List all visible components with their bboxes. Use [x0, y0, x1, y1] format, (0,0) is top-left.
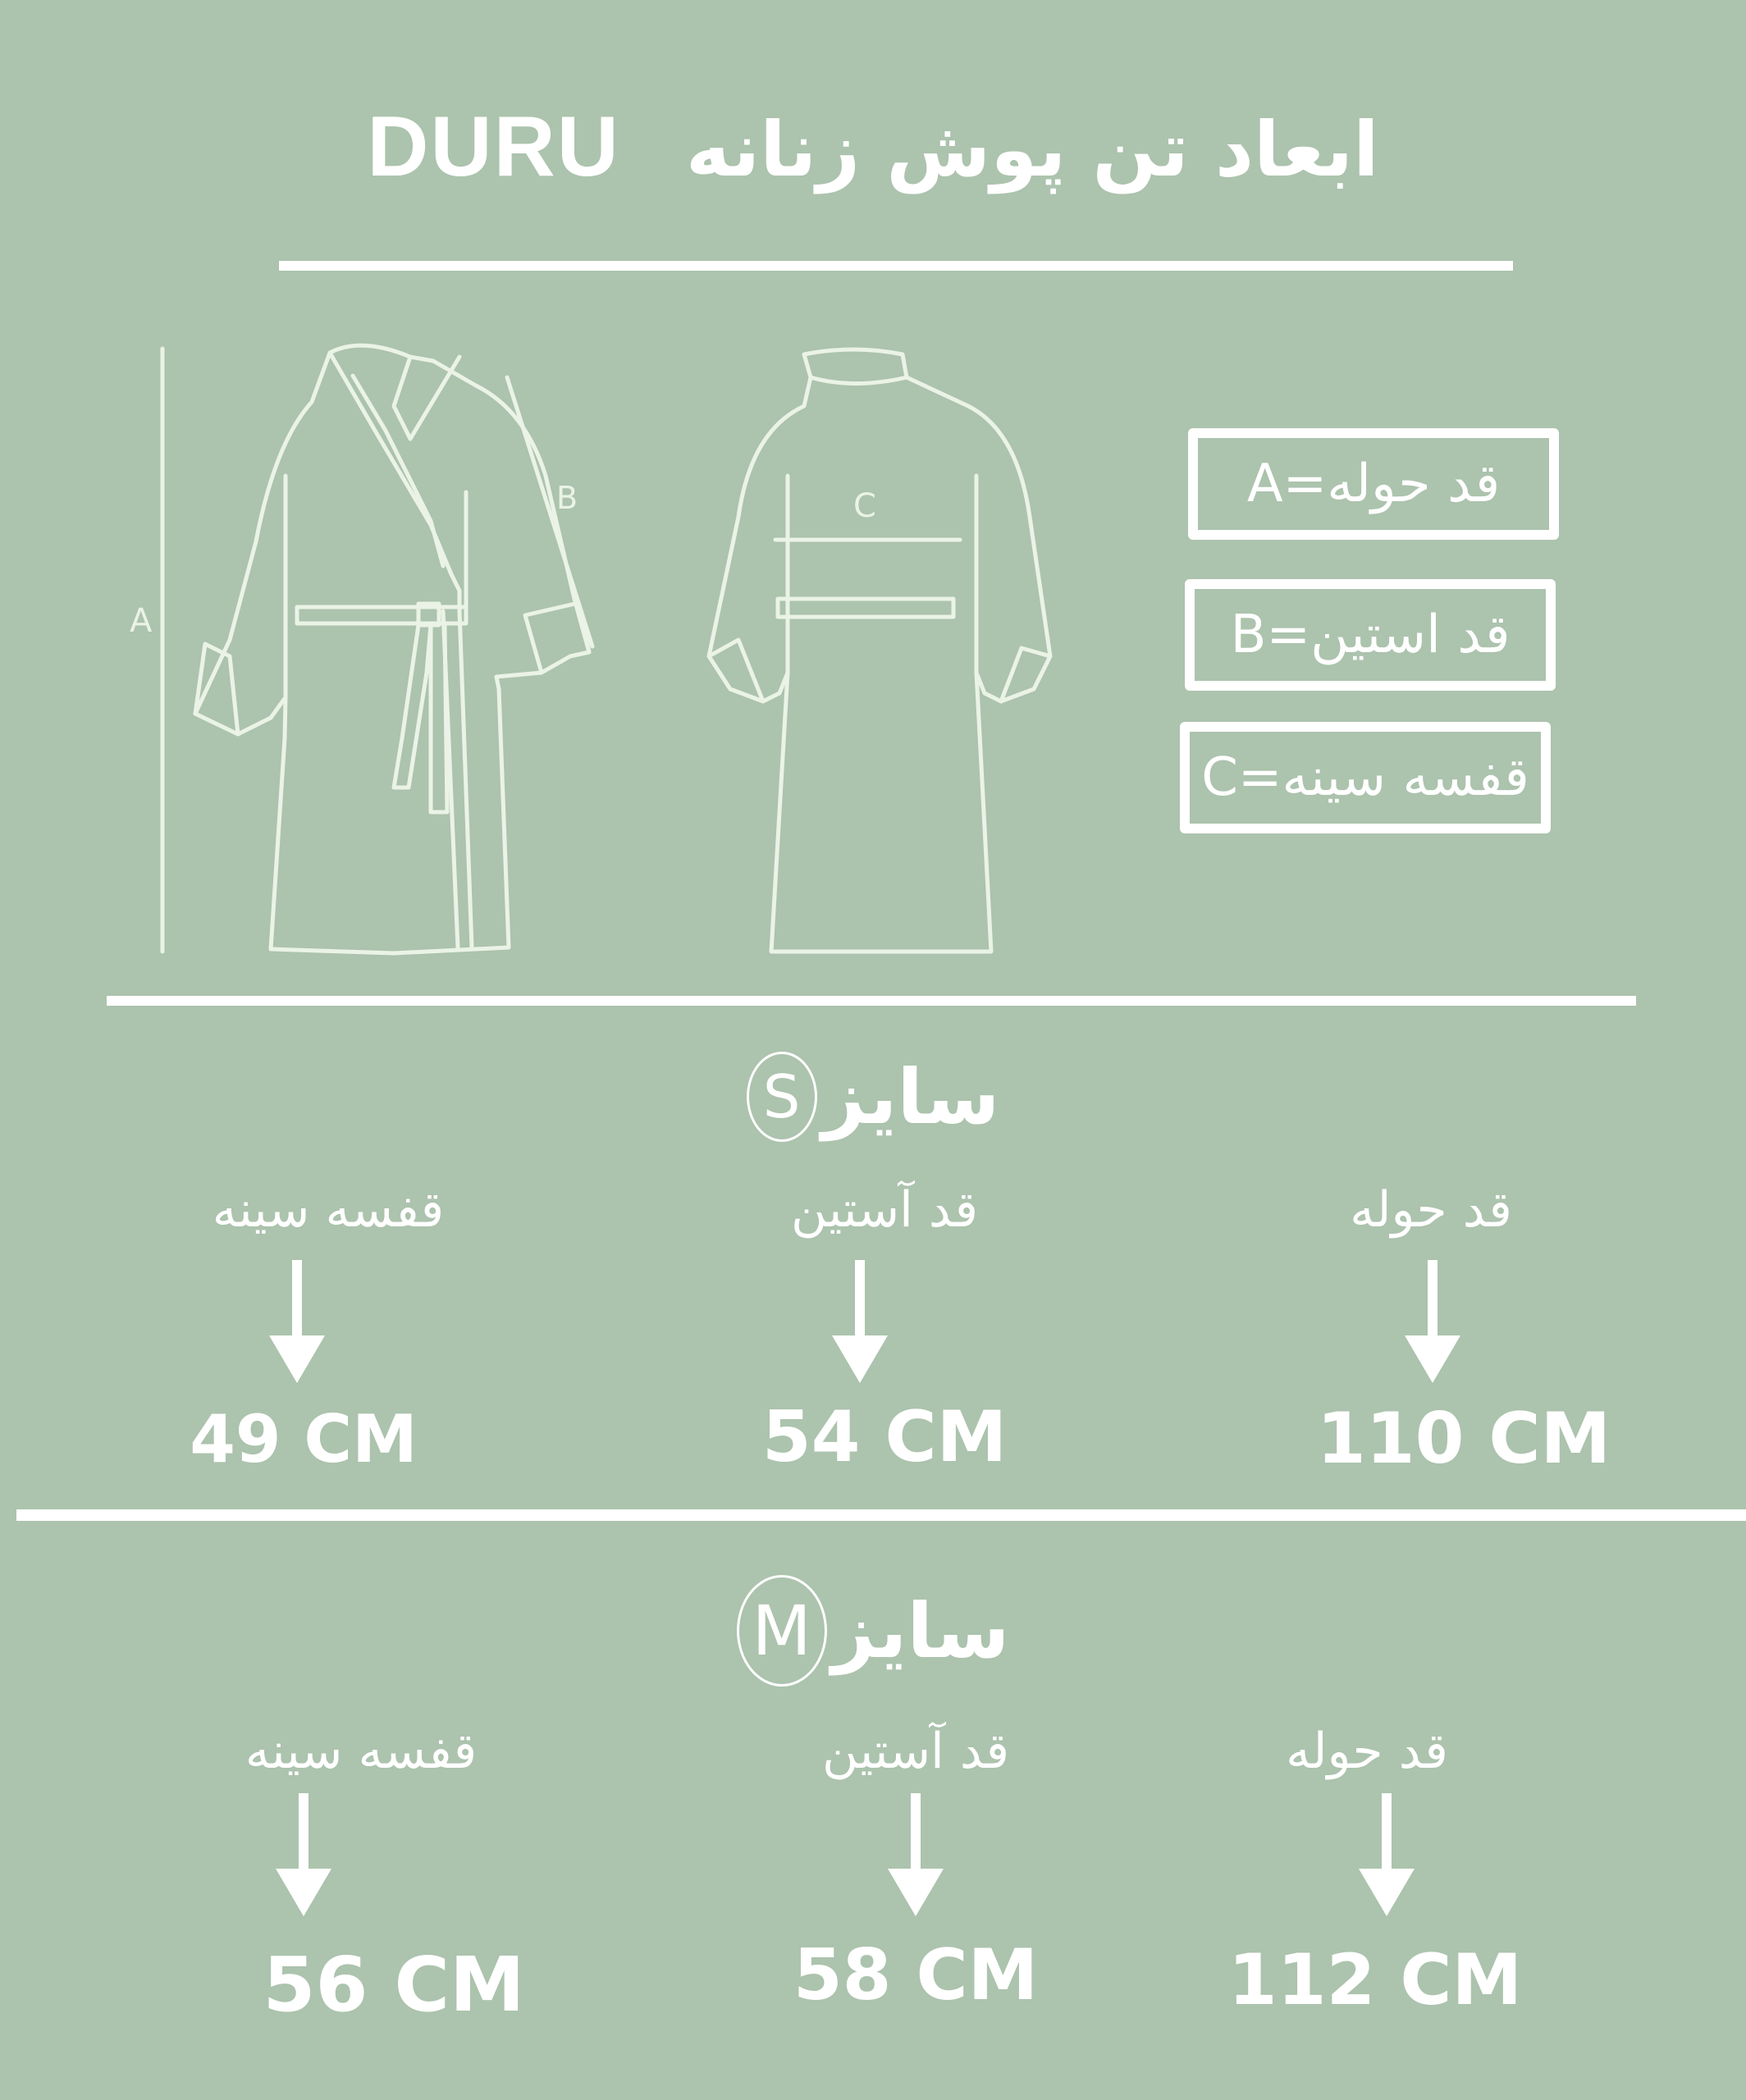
size-s-heading: [0, 1052, 1746, 1142]
size-m-chest-label: قفسه سینه: [245, 1723, 478, 1780]
size-s-length-label: قد حوله: [1350, 1181, 1512, 1239]
size-s-chest-label: قفسه سینه: [212, 1181, 445, 1239]
robe-diagram: [115, 328, 1083, 968]
down-arrow-icon: [827, 1260, 893, 1383]
down-arrow-icon: [883, 1793, 948, 1916]
down-arrow-icon: [1400, 1260, 1465, 1383]
size-m-chest: [148, 1723, 574, 2029]
size-s-chest-value: 49 CM: [190, 1401, 418, 1477]
down-arrow-icon: [271, 1793, 336, 1916]
size-s-word: سایز: [821, 1052, 1000, 1141]
size-m-length-label: قد حوله: [1286, 1723, 1448, 1780]
front-sleeve-seam: [286, 476, 466, 697]
size-m-chest-value: 56 CM: [263, 1941, 525, 2029]
legend-c: [1180, 722, 1551, 833]
title-divider: [279, 261, 1513, 271]
down-arrow-icon: [1354, 1793, 1419, 1916]
front-collar: [330, 353, 459, 591]
size-m-letter: M: [737, 1575, 827, 1687]
size-s-length-value: 110 CM: [1316, 1398, 1611, 1480]
legend-b: [1185, 579, 1556, 691]
size-m-sleeve-value: 58 CM: [793, 1934, 1039, 2016]
size-s-sleeve-value: 54 CM: [761, 1396, 1008, 1478]
size-m-heading: [0, 1575, 1746, 1687]
front-left-cuff: [195, 644, 238, 734]
label-a: A: [130, 602, 153, 640]
brand-name: DURU: [367, 99, 620, 194]
label-c: C: [853, 487, 876, 525]
back-robe-outline: [709, 349, 1050, 952]
legend-a-text: قد حوله=A: [1246, 454, 1501, 514]
size-m-word: سایز: [831, 1586, 1010, 1675]
legend-a: [1188, 428, 1559, 540]
front-robe-outline: [195, 345, 589, 953]
title-persian: ابعاد تن پوش زنانه: [685, 106, 1379, 194]
back-collar: [811, 377, 907, 384]
down-arrow-icon: [264, 1260, 330, 1383]
label-b: B: [556, 480, 578, 516]
size-divider: [16, 1509, 1746, 1521]
size-s-letter: S: [747, 1052, 817, 1142]
size-s-length: [1218, 1181, 1644, 1480]
size-m-length-value: 112 CM: [1227, 1939, 1523, 2021]
back-sleeve-seam: [788, 476, 976, 673]
size-m-sleeve-label: قد آستین: [821, 1723, 1010, 1780]
legend-b-text: قد استین=B: [1230, 605, 1511, 665]
size-s-chest: [115, 1181, 542, 1477]
size-s-sleeve: [671, 1181, 1098, 1478]
size-m-sleeve: [702, 1723, 1129, 2016]
back-belt: [778, 599, 953, 617]
legend-c-text: قفسه سینه=C: [1201, 747, 1529, 808]
size-s-sleeve-label: قد آستین: [790, 1181, 979, 1239]
front-belt-tail-left: [394, 625, 431, 788]
size-m-length: [1154, 1723, 1580, 2021]
page-title: [0, 98, 1746, 196]
diagram-divider: [107, 996, 1636, 1006]
front-belt-tail-right: [431, 625, 447, 812]
